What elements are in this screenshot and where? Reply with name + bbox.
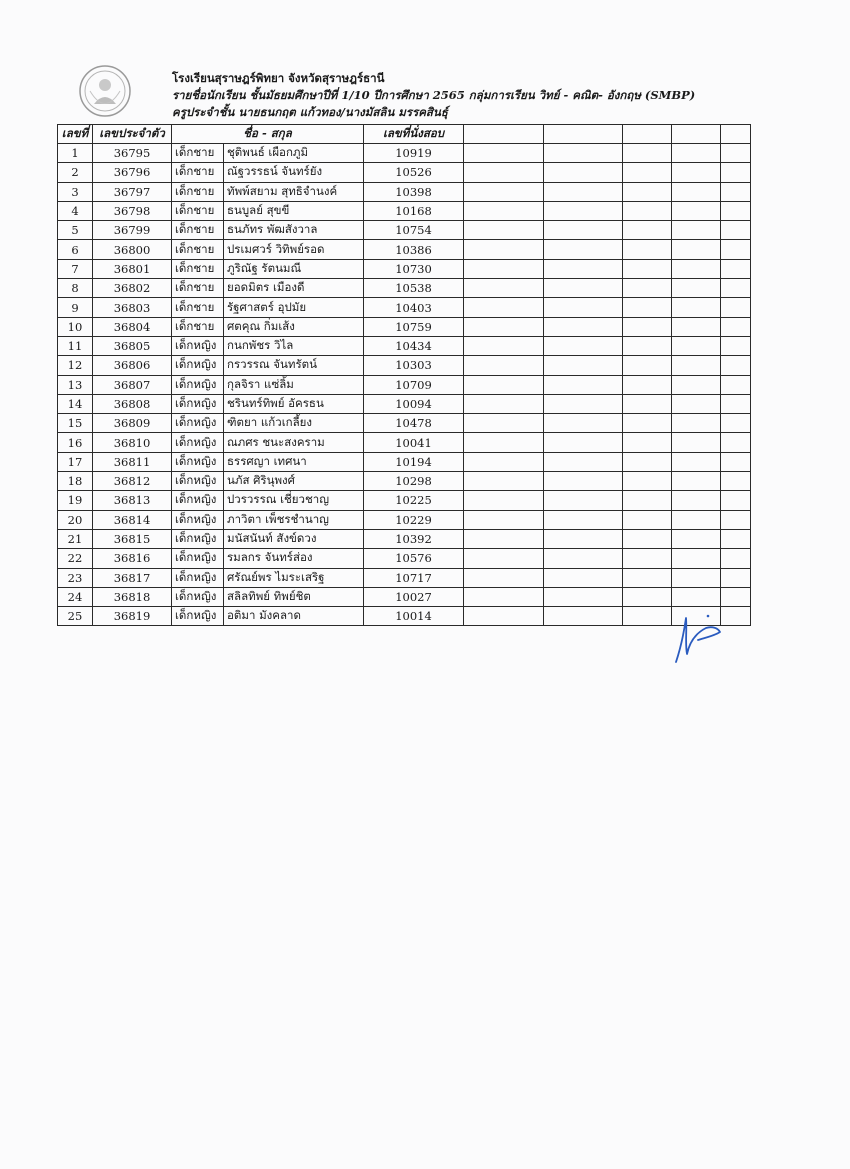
blank-cell <box>672 163 721 182</box>
blank-cell <box>544 472 623 491</box>
blank-cell <box>464 587 544 606</box>
blank-cell <box>544 491 623 510</box>
blank-cell <box>544 356 623 375</box>
blank-cell <box>464 182 544 201</box>
blank-cell <box>672 510 721 529</box>
seat-number-cell: 10229 <box>364 510 464 529</box>
student-id-cell: 36819 <box>93 607 172 626</box>
table-row <box>58 452 751 471</box>
student-id-cell: 36818 <box>93 587 172 606</box>
blank-cell <box>464 144 544 163</box>
student-name-cell: ฑิตยา แก้วเกลี้ยง <box>224 414 364 433</box>
student-id-cell: 36802 <box>93 279 172 298</box>
student-name-cell: รมลกร จันทร์ส่อง <box>224 549 364 568</box>
blank-cell <box>464 607 544 626</box>
seat-number-cell: 10403 <box>364 298 464 317</box>
blank-cell <box>721 182 751 201</box>
student-name-cell: ภาวิตา เพ็ชรชำนาญ <box>224 510 364 529</box>
row-number-cell: 15 <box>58 414 93 433</box>
blank-cell <box>464 221 544 240</box>
row-number-cell: 2 <box>58 163 93 182</box>
blank-cell <box>721 607 751 626</box>
blank-cell <box>544 568 623 587</box>
gender-prefix-cell: เด็กชาย <box>172 298 224 317</box>
blank-cell <box>721 201 751 220</box>
blank-cell <box>721 568 751 587</box>
blank-cell <box>464 452 544 471</box>
blank-cell <box>672 221 721 240</box>
blank-cell <box>544 144 623 163</box>
table-row <box>58 144 751 163</box>
seat-number-cell: 10526 <box>364 163 464 182</box>
table-row <box>58 182 751 201</box>
gender-prefix-cell: เด็กหญิง <box>172 336 224 355</box>
table-row <box>58 414 751 433</box>
blank-cell <box>623 414 672 433</box>
student-name-cell: ศรัณย์พร ไมระเสริฐ <box>224 568 364 587</box>
homeroom-teachers: ครูประจำชั้น นายธนกฤต แก้วทอง/นางมัสลิน มรรคสินธุ์ <box>172 105 448 119</box>
blank-cell <box>464 472 544 491</box>
blank-cell <box>464 201 544 220</box>
gender-prefix-cell: เด็กชาย <box>172 240 224 259</box>
seat-number-cell: 10478 <box>364 414 464 433</box>
blank-cell <box>623 182 672 201</box>
blank-cell <box>544 375 623 394</box>
table-row <box>58 356 751 375</box>
blank-cell <box>721 375 751 394</box>
gender-prefix-cell: เด็กชาย <box>172 317 224 336</box>
blank-cell <box>672 472 721 491</box>
table-row <box>58 491 751 510</box>
class-list-title: รายชื่อนักเรียน ชั้นมัธยมศึกษาปีที่ 1/10 ปีการศึกษา 2565 กลุ่มการเรียน วิทย์ - คณิต- อังกฤษ (SMBP) <box>172 88 696 102</box>
student-id-cell: 36797 <box>93 182 172 201</box>
row-number-cell: 6 <box>58 240 93 259</box>
gender-prefix-cell: เด็กหญิง <box>172 607 224 626</box>
blank-cell <box>623 375 672 394</box>
student-name-cell: ธรรศญา เทศนา <box>224 452 364 471</box>
blank-cell <box>623 336 672 355</box>
table-row <box>58 549 751 568</box>
student-name-cell: นภัส ศิรินุพงศ์ <box>224 472 364 491</box>
blank-cell <box>721 549 751 568</box>
seat-number-cell: 10014 <box>364 607 464 626</box>
student-id-cell: 36811 <box>93 452 172 471</box>
blank-cell <box>623 221 672 240</box>
student-id-cell: 36795 <box>93 144 172 163</box>
blank-cell <box>464 433 544 452</box>
blank-cell <box>721 414 751 433</box>
gender-prefix-cell: เด็กชาย <box>172 201 224 220</box>
student-name-cell: ภูริณัฐ รัตนมณี <box>224 259 364 278</box>
table-row <box>58 317 751 336</box>
school-seal-icon <box>78 64 132 118</box>
blank-cell <box>464 394 544 413</box>
blank-cell <box>721 240 751 259</box>
seat-number-cell: 10225 <box>364 491 464 510</box>
student-name-cell: ทัพพ์สยาม สุทธิจำนงค์ <box>224 182 364 201</box>
blank-cell <box>623 587 672 606</box>
blank-cell <box>721 279 751 298</box>
student-name-cell: ชรินทร์ทิพย์ อัครธน <box>224 394 364 413</box>
blank-cell <box>672 279 721 298</box>
row-number-cell: 19 <box>58 491 93 510</box>
student-id-cell: 36815 <box>93 529 172 548</box>
gender-prefix-cell: เด็กชาย <box>172 182 224 201</box>
row-number-cell: 1 <box>58 144 93 163</box>
blank-cell <box>672 182 721 201</box>
student-name-cell: รัฐศาสตร์ อุปมัย <box>224 298 364 317</box>
blank-cell <box>623 433 672 452</box>
student-name-cell: อติมา มังคลาด <box>224 607 364 626</box>
gender-prefix-cell: เด็กหญิง <box>172 472 224 491</box>
row-number-cell: 25 <box>58 607 93 626</box>
student-name-cell: ปวรวรรณ เชี่ยวชาญ <box>224 491 364 510</box>
blank-cell <box>544 163 623 182</box>
row-number-cell: 5 <box>58 221 93 240</box>
row-number-cell: 24 <box>58 587 93 606</box>
col-header-blank <box>721 125 751 144</box>
blank-cell <box>721 491 751 510</box>
blank-cell <box>623 144 672 163</box>
table-row <box>58 298 751 317</box>
blank-cell <box>721 587 751 606</box>
blank-cell <box>672 317 721 336</box>
row-number-cell: 8 <box>58 279 93 298</box>
blank-cell <box>672 240 721 259</box>
blank-cell <box>721 472 751 491</box>
blank-cell <box>672 298 721 317</box>
row-number-cell: 4 <box>58 201 93 220</box>
seat-number-cell: 10303 <box>364 356 464 375</box>
row-number-cell: 3 <box>58 182 93 201</box>
blank-cell <box>623 259 672 278</box>
student-name-cell: ยอดมิตร เมืองดี <box>224 279 364 298</box>
student-roster-table <box>57 124 751 626</box>
table-row <box>58 279 751 298</box>
gender-prefix-cell: เด็กหญิง <box>172 529 224 548</box>
blank-cell <box>623 201 672 220</box>
blank-cell <box>672 375 721 394</box>
student-id-cell: 36807 <box>93 375 172 394</box>
blank-cell <box>721 259 751 278</box>
gender-prefix-cell: เด็กหญิง <box>172 491 224 510</box>
student-id-cell: 36799 <box>93 221 172 240</box>
blank-cell <box>623 549 672 568</box>
blank-cell <box>623 607 672 626</box>
blank-cell <box>544 529 623 548</box>
blank-cell <box>623 317 672 336</box>
blank-cell <box>464 259 544 278</box>
blank-cell <box>623 240 672 259</box>
col-header-name: ชื่อ - สกุล <box>172 125 364 144</box>
blank-cell <box>544 221 623 240</box>
blank-cell <box>464 491 544 510</box>
blank-cell <box>623 472 672 491</box>
blank-cell <box>623 356 672 375</box>
table-row <box>58 221 751 240</box>
row-number-cell: 21 <box>58 529 93 548</box>
blank-cell <box>544 259 623 278</box>
table-row <box>58 510 751 529</box>
seat-number-cell: 10386 <box>364 240 464 259</box>
blank-cell <box>544 240 623 259</box>
student-id-cell: 36814 <box>93 510 172 529</box>
seat-number-cell: 10298 <box>364 472 464 491</box>
table-row <box>58 433 751 452</box>
blank-cell <box>544 433 623 452</box>
row-number-cell: 7 <box>58 259 93 278</box>
document-header <box>172 70 695 121</box>
row-number-cell: 11 <box>58 336 93 355</box>
blank-cell <box>721 510 751 529</box>
row-number-cell: 22 <box>58 549 93 568</box>
gender-prefix-cell: เด็กชาย <box>172 163 224 182</box>
blank-cell <box>544 182 623 201</box>
gender-prefix-cell: เด็กหญิง <box>172 356 224 375</box>
blank-cell <box>544 452 623 471</box>
col-header-blank <box>623 125 672 144</box>
gender-prefix-cell: เด็กหญิง <box>172 510 224 529</box>
student-name-cell: กุลจิรา แซ่ลิ้ม <box>224 375 364 394</box>
row-number-cell: 12 <box>58 356 93 375</box>
blank-cell <box>623 491 672 510</box>
blank-cell <box>464 279 544 298</box>
blank-cell <box>544 394 623 413</box>
blank-cell <box>672 587 721 606</box>
gender-prefix-cell: เด็กหญิง <box>172 587 224 606</box>
student-id-cell: 36805 <box>93 336 172 355</box>
blank-cell <box>464 356 544 375</box>
student-id-cell: 36813 <box>93 491 172 510</box>
blank-cell <box>623 163 672 182</box>
blank-cell <box>672 144 721 163</box>
table-row <box>58 163 751 182</box>
student-id-cell: 36809 <box>93 414 172 433</box>
seat-number-cell: 10538 <box>364 279 464 298</box>
row-number-cell: 10 <box>58 317 93 336</box>
blank-cell <box>544 279 623 298</box>
blank-cell <box>672 491 721 510</box>
table-row <box>58 375 751 394</box>
blank-cell <box>721 356 751 375</box>
gender-prefix-cell: เด็กหญิง <box>172 452 224 471</box>
seat-number-cell: 10398 <box>364 182 464 201</box>
table-row <box>58 240 751 259</box>
blank-cell <box>672 549 721 568</box>
table-row <box>58 607 751 626</box>
row-number-cell: 13 <box>58 375 93 394</box>
seat-number-cell: 10027 <box>364 587 464 606</box>
student-name-cell: ธนภัทร พัฒสังวาล <box>224 221 364 240</box>
blank-cell <box>623 298 672 317</box>
gender-prefix-cell: เด็กหญิง <box>172 414 224 433</box>
seat-number-cell: 10709 <box>364 375 464 394</box>
blank-cell <box>721 317 751 336</box>
student-id-cell: 36806 <box>93 356 172 375</box>
table-row <box>58 529 751 548</box>
blank-cell <box>464 298 544 317</box>
blank-cell <box>544 510 623 529</box>
seat-number-cell: 10194 <box>364 452 464 471</box>
student-name-cell: ณัฐวรรธน์ จันทร์ยัง <box>224 163 364 182</box>
blank-cell <box>721 452 751 471</box>
student-id-cell: 36798 <box>93 201 172 220</box>
blank-cell <box>464 549 544 568</box>
blank-cell <box>623 279 672 298</box>
blank-cell <box>672 259 721 278</box>
gender-prefix-cell: เด็กหญิง <box>172 549 224 568</box>
table-row <box>58 201 751 220</box>
blank-cell <box>672 433 721 452</box>
student-id-cell: 36810 <box>93 433 172 452</box>
gender-prefix-cell: เด็กหญิง <box>172 375 224 394</box>
blank-cell <box>623 452 672 471</box>
blank-cell <box>464 240 544 259</box>
seat-number-cell: 10434 <box>364 336 464 355</box>
blank-cell <box>721 394 751 413</box>
seat-number-cell: 10759 <box>364 317 464 336</box>
seat-number-cell: 10730 <box>364 259 464 278</box>
blank-cell <box>464 336 544 355</box>
seat-number-cell: 10717 <box>364 568 464 587</box>
blank-cell <box>623 510 672 529</box>
col-header-student-id: เลขประจำตัว <box>93 125 172 144</box>
col-header-number: เลขที่ <box>58 125 93 144</box>
table-row <box>58 568 751 587</box>
table-row <box>58 336 751 355</box>
blank-cell <box>464 414 544 433</box>
table-row <box>58 587 751 606</box>
row-number-cell: 9 <box>58 298 93 317</box>
blank-cell <box>464 163 544 182</box>
student-name-cell: ณภศร ชนะสงคราม <box>224 433 364 452</box>
blank-cell <box>721 163 751 182</box>
student-name-cell: มนัสนันท์ สังข์ดวง <box>224 529 364 548</box>
gender-prefix-cell: เด็กชาย <box>172 279 224 298</box>
blank-cell <box>721 298 751 317</box>
gender-prefix-cell: เด็กชาย <box>172 144 224 163</box>
blank-cell <box>721 433 751 452</box>
seat-number-cell: 10754 <box>364 221 464 240</box>
seat-number-cell: 10094 <box>364 394 464 413</box>
student-id-cell: 36796 <box>93 163 172 182</box>
student-id-cell: 36800 <box>93 240 172 259</box>
blank-cell <box>464 375 544 394</box>
blank-cell <box>672 452 721 471</box>
blank-cell <box>721 336 751 355</box>
gender-prefix-cell: เด็กหญิง <box>172 568 224 587</box>
blank-cell <box>623 394 672 413</box>
blank-cell <box>721 529 751 548</box>
seat-number-cell: 10168 <box>364 201 464 220</box>
gender-prefix-cell: เด็กชาย <box>172 221 224 240</box>
blank-cell <box>544 317 623 336</box>
student-name-cell: สลิลทิพย์ ทิพย์ชิต <box>224 587 364 606</box>
seat-number-cell: 10392 <box>364 529 464 548</box>
blank-cell <box>672 394 721 413</box>
student-name-cell: ธนบูลย์ สุขขี <box>224 201 364 220</box>
table-row <box>58 472 751 491</box>
student-id-cell: 36817 <box>93 568 172 587</box>
student-id-cell: 36801 <box>93 259 172 278</box>
row-number-cell: 23 <box>58 568 93 587</box>
col-header-blank <box>464 125 544 144</box>
student-id-cell: 36803 <box>93 298 172 317</box>
blank-cell <box>544 549 623 568</box>
blank-cell <box>544 336 623 355</box>
col-header-blank <box>544 125 623 144</box>
seat-number-cell: 10919 <box>364 144 464 163</box>
blank-cell <box>544 607 623 626</box>
gender-prefix-cell: เด็กหญิง <box>172 394 224 413</box>
blank-cell <box>544 298 623 317</box>
student-id-cell: 36812 <box>93 472 172 491</box>
col-header-seat-number: เลขที่นั่งสอบ <box>364 125 464 144</box>
student-name-cell: ปรเมศวร์ วิทิพย์รอด <box>224 240 364 259</box>
blank-cell <box>672 201 721 220</box>
blank-cell <box>672 568 721 587</box>
table-row <box>58 259 751 278</box>
row-number-cell: 18 <box>58 472 93 491</box>
student-name-cell: ชุติพนธ์ เผือกภูมิ <box>224 144 364 163</box>
blank-cell <box>721 144 751 163</box>
gender-prefix-cell: เด็กหญิง <box>172 433 224 452</box>
blank-cell <box>544 414 623 433</box>
row-number-cell: 16 <box>58 433 93 452</box>
signature-icon <box>668 610 724 666</box>
blank-cell <box>672 414 721 433</box>
blank-cell <box>464 568 544 587</box>
gender-prefix-cell: เด็กชาย <box>172 259 224 278</box>
student-name-cell: ศตคุณ กิ่มเส้ง <box>224 317 364 336</box>
blank-cell <box>464 510 544 529</box>
table-row <box>58 394 751 413</box>
student-id-cell: 36804 <box>93 317 172 336</box>
row-number-cell: 14 <box>58 394 93 413</box>
blank-cell <box>464 317 544 336</box>
row-number-cell: 20 <box>58 510 93 529</box>
blank-cell <box>672 356 721 375</box>
col-header-blank <box>672 125 721 144</box>
blank-cell <box>544 201 623 220</box>
blank-cell <box>672 529 721 548</box>
student-name-cell: กรวรรณ จันทรัตน์ <box>224 356 364 375</box>
student-id-cell: 36816 <box>93 549 172 568</box>
school-name: โรงเรียนสุราษฎร์พิทยา จังหวัดสุราษฎร์ธานี <box>172 71 385 85</box>
seat-number-cell: 10041 <box>364 433 464 452</box>
blank-cell <box>544 587 623 606</box>
row-number-cell: 17 <box>58 452 93 471</box>
blank-cell <box>721 221 751 240</box>
blank-cell <box>464 529 544 548</box>
table-header-row <box>58 125 751 144</box>
seat-number-cell: 10576 <box>364 549 464 568</box>
student-name-cell: กนกพัชร วิไล <box>224 336 364 355</box>
blank-cell <box>623 529 672 548</box>
blank-cell <box>672 336 721 355</box>
blank-cell <box>623 568 672 587</box>
table-body <box>58 144 751 626</box>
student-id-cell: 36808 <box>93 394 172 413</box>
